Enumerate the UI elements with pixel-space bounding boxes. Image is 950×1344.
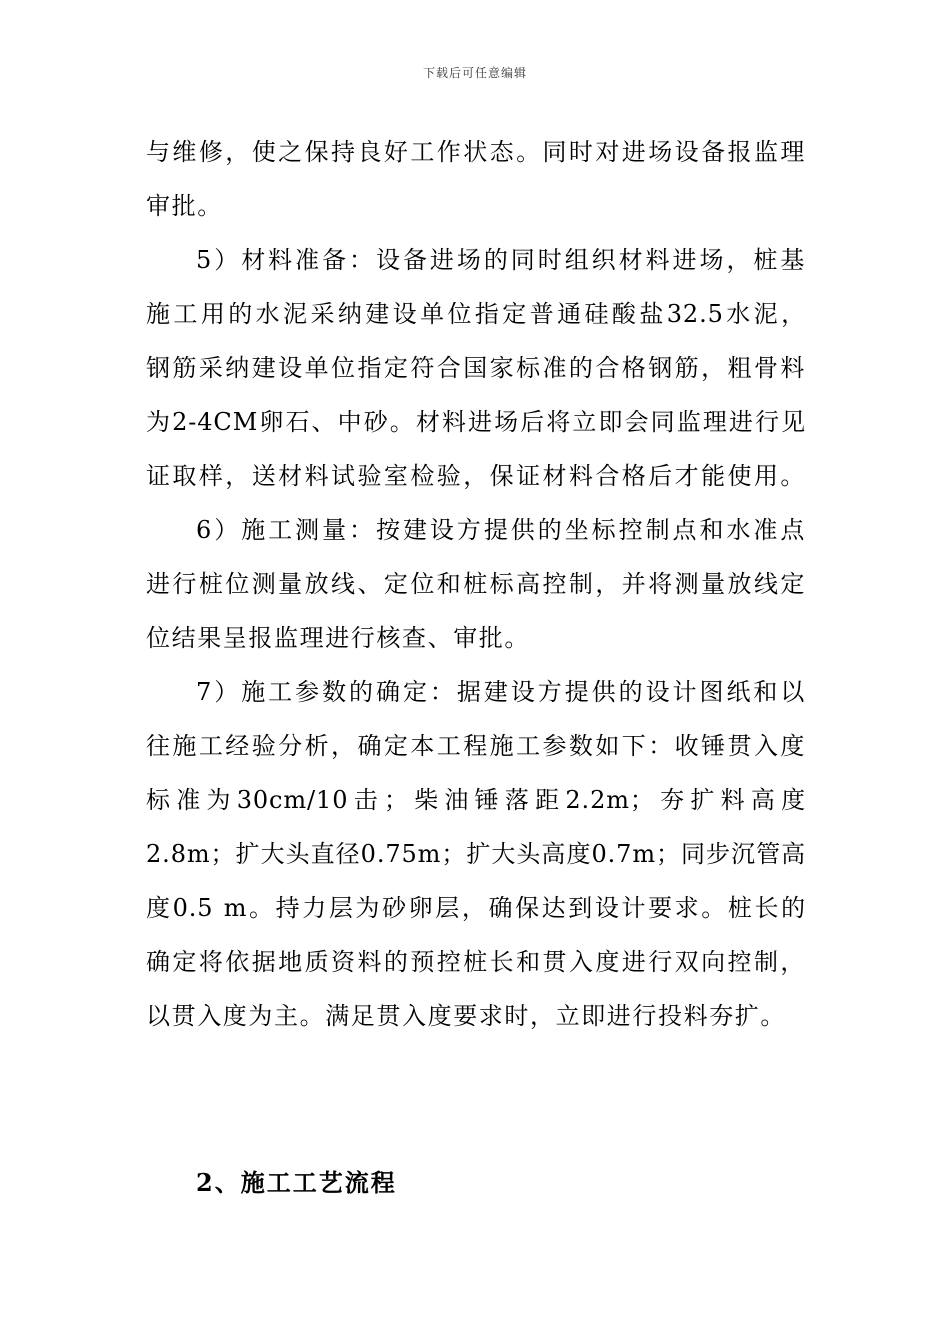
section-heading: 2、施工工艺流程	[196, 1168, 397, 1197]
paragraph-line: 6）施工测量：按建设方提供的坐标控制点和水准点	[196, 516, 806, 544]
paragraph-line: 2.8m；扩大头直径0.75m；扩大头高度0.7m；同步沉管高	[146, 840, 806, 868]
paragraph-line: 与维修，使之保持良好工作状态。同时对进场设备报监理	[146, 138, 806, 166]
header-note: 下载后可任意编辑	[422, 66, 527, 80]
paragraph-line: 钢筋采纳建设单位指定符合国家标准的合格钢筋，粗骨料	[146, 354, 806, 382]
paragraph-line: 审批。	[146, 192, 223, 220]
paragraph-line: 以贯入度为主。满足贯入度要求时，立即进行投料夯扩。	[146, 1002, 786, 1030]
paragraph-line: 证取样，送材料试验室检验，保证材料合格后才能使用。	[146, 462, 806, 490]
paragraph-line: 确定将依据地质资料的预控桩长和贯入度进行双向控制，	[146, 948, 806, 976]
paragraph-line: 位结果呈报监理进行核查、审批。	[146, 624, 530, 652]
paragraph-line: 7）施工参数的确定：据建设方提供的设计图纸和以	[196, 678, 806, 706]
paragraph-line: 往施工经验分析，确定本工程施工参数如下：收锤贯入度	[146, 732, 806, 760]
paragraph-line: 标准为30cm/10击；柴油锤落距2.2m；夯扩料高度	[146, 786, 806, 814]
paragraph-line: 5）材料准备：设备进场的同时组织材料进场，桩基	[196, 246, 806, 274]
body-text	[146, 125, 806, 1043]
paragraph-line: 度0.5 m。持力层为砂卵层，确保达到设计要求。桩长的	[146, 894, 806, 922]
paragraph-line: 进行桩位测量放线、定位和桩标高控制，并将测量放线定	[146, 570, 806, 598]
paragraph-line: 施工用的水泥采纳建设单位指定普通硅酸盐32.5水泥，	[146, 300, 806, 328]
paragraph-line: 为2-4CM卵石、中砂。材料进场后将立即会同监理进行见	[146, 408, 806, 436]
